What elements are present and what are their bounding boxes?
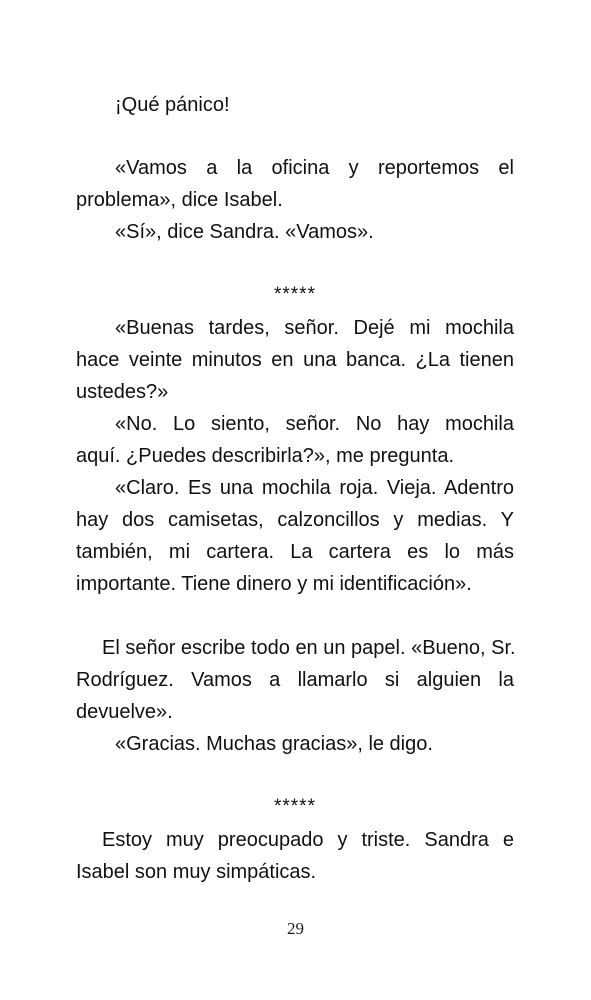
- text-line: también, mi cartera. La cartera es lo más: [76, 541, 514, 563]
- text-line: aquí. ¿Puedes describirla?», me pregunta.: [76, 445, 454, 467]
- text-line: El señor escribe todo en un papel. «Bueno, Sr.: [102, 637, 516, 659]
- text-line: Isabel son muy simpáticas.: [76, 861, 317, 883]
- text-line-exclamation: ¡Qué pánico!: [115, 94, 230, 116]
- text-line: «No. Lo siento, señor. No hay mochila: [115, 413, 514, 435]
- text-line: Estoy muy preocupado y triste. Sandra e: [102, 829, 514, 851]
- text-line: «Buenas tardes, señor. Dejé mi mochila: [115, 317, 514, 339]
- text-line: Rodríguez. Vamos a llamarlo si alguien la: [76, 669, 514, 691]
- section-break: *****: [274, 796, 316, 817]
- text-line: «Vamos a la oficina y reportemos el: [115, 157, 514, 179]
- text-line: «Gracias. Muchas gracias», le digo.: [115, 733, 433, 755]
- book-page: [76, 0, 514, 1000]
- text-line: hace veinte minutos en una banca. ¿La tienen: [76, 349, 514, 371]
- text-line: ustedes?»: [76, 381, 169, 403]
- text-line: hay dos camisetas, calzoncillos y medias. Y: [76, 509, 514, 531]
- text-line: importante. Tiene dinero y mi identificación».: [76, 573, 472, 595]
- text-line: «Sí», dice Sandra. «Vamos».: [115, 221, 374, 243]
- text-line: problema», dice Isabel.: [76, 189, 283, 211]
- page-number: 29: [287, 919, 304, 938]
- text-line: «Claro. Es una mochila roja. Vieja. Adentro: [115, 477, 514, 499]
- section-break: *****: [274, 284, 316, 305]
- text-line: devuelve».: [76, 701, 173, 723]
